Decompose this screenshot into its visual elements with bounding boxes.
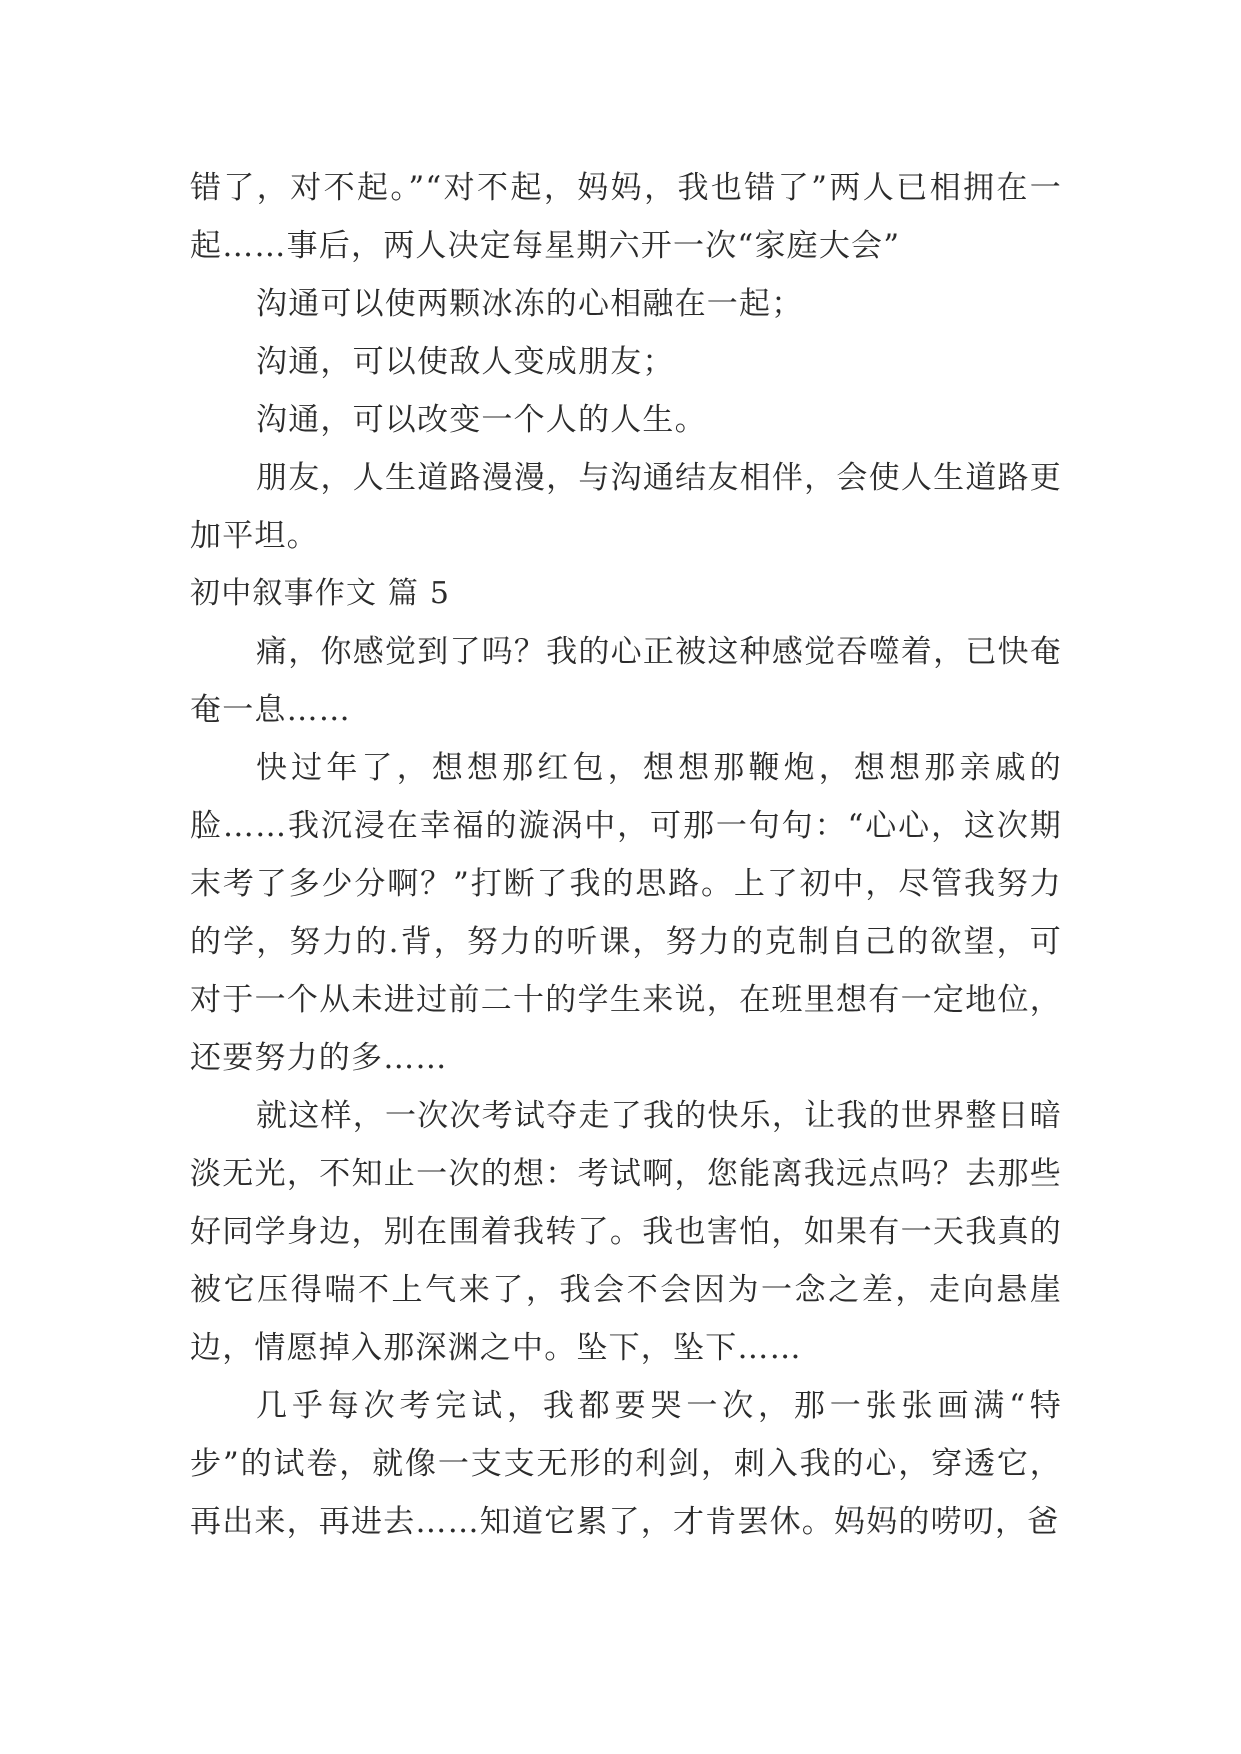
section-heading: 初中叙事作文 篇 5	[190, 576, 451, 611]
paragraph-communication-hearts: 沟通可以使两颗冰冻的心相融在一起；	[256, 286, 804, 322]
article-body	[190, 159, 1062, 1551]
paragraph-communication-friends: 沟通，可以使敌人变成朋友；	[256, 344, 675, 380]
paragraph-continued: 错了，对不起。”“对不起，妈妈，我也错了”两人已相拥在一起……事后，两人决定每星期六开一次“家庭大会”	[190, 170, 1062, 264]
paragraph-conclusion: 朋友，人生道路漫漫，与沟通结友相伴，会使人生道路更加平坦。	[190, 460, 1062, 554]
paragraph-new-year: 快过年了，想想那红包，想想那鞭炮，想想那亲戚的脸……我沉浸在幸福的漩涡中，可那一句句：“心心，这次期末考了多少分啊？”打断了我的思路。上了初中，尽管我努力的学，努力的.背，努力的听课，努力的克制自己的欲望，可对于一个从未进过前二十的学生来说，在班里想有一定地位，还要努力的多……	[190, 750, 1062, 1076]
paragraph-pain: 痛，你感觉到了吗？我的心正被这种感觉吞噬着，已快奄奄一息……	[190, 634, 1062, 728]
paragraph-crying: 几乎每次考完试，我都要哭一次，那一张张画满“特步”的试卷，就像一支支无形的利剑，刺入我的心，穿透它，再出来，再进去……知道它累了，才肯罢休。妈妈的唠叨，爸	[190, 1388, 1062, 1540]
paragraph-exams: 就这样，一次次考试夺走了我的快乐，让我的世界整日暗淡无光，不知止一次的想：考试啊，您能离我远点吗？去那些好同学身边，别在围着我转了。我也害怕，如果有一天我真的被它压得喘不上气来了，我会不会因为一念之差，走向悬崖边，情愿掉入那深渊之中。坠下，坠下……	[190, 1098, 1062, 1366]
paragraph-communication-life: 沟通，可以改变一个人的人生。	[256, 402, 707, 438]
